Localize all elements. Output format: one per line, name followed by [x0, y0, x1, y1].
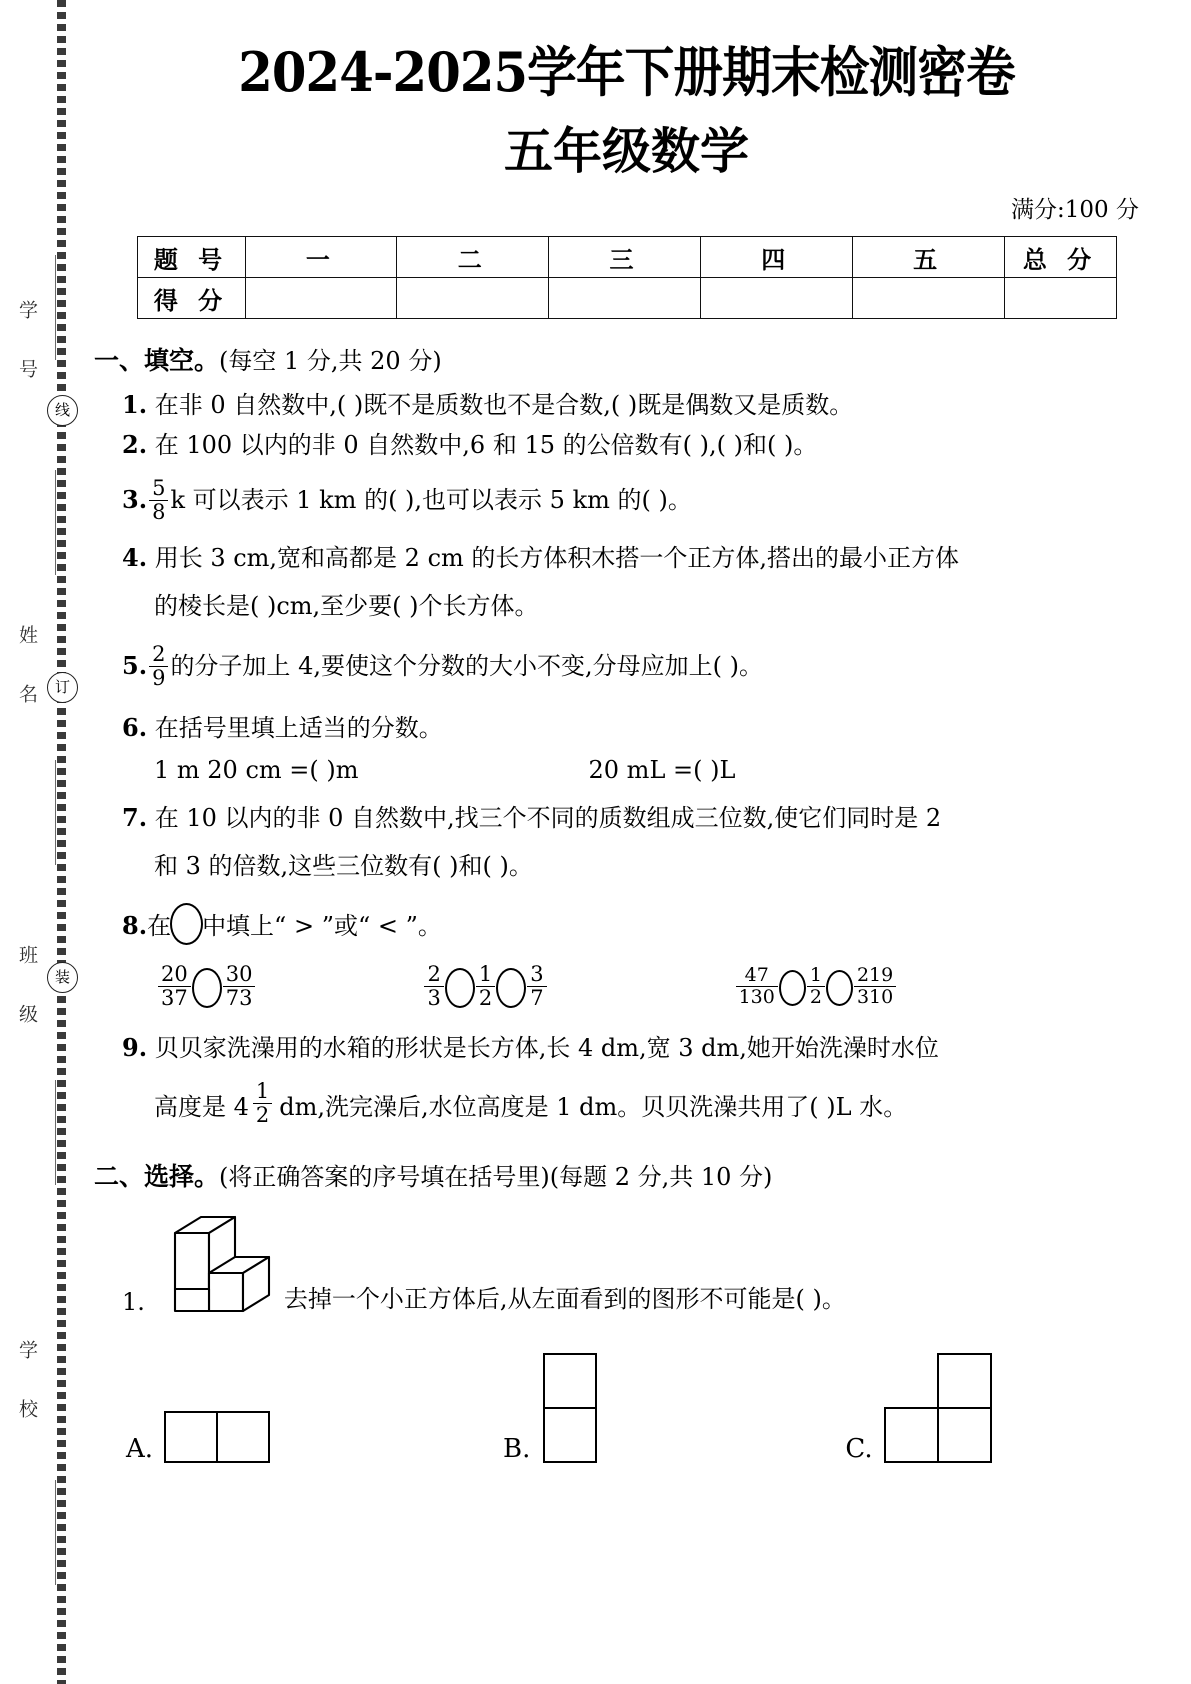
question-1-8 [122, 905, 1167, 947]
two-cells-horizontal-icon [163, 1402, 273, 1464]
fraction-30-over-73: $\frac{30}{73}$ [223, 964, 256, 1009]
section1-note: (每空 1 分,共 20 分) [219, 347, 442, 375]
fraction-1-over-2: $\frac{1}{2}$ [253, 1081, 272, 1126]
question-number: 9. [122, 1033, 148, 1062]
full-mark-label: 满分:100 分 [1011, 197, 1139, 223]
question-1-7 [122, 803, 1167, 832]
option-c-label: C. [845, 1434, 873, 1464]
unit-conversion-left: 1 m 20 cm =( )m [154, 756, 359, 784]
section2-title: 二、选择。 [94, 1162, 220, 1191]
fraction-5-over-8: $\frac{5}{8}$ [149, 478, 168, 523]
option-b[interactable] [503, 1352, 600, 1464]
question-number: 4. [122, 543, 148, 572]
comparison-group-2 [422, 962, 548, 1010]
question-2-1-options [126, 1352, 1167, 1464]
page-title: 2024-2025学年下册期末检测密卷 [238, 40, 1015, 104]
score-table [137, 236, 1117, 319]
question-text-suffix: 中填上“ > ”或“ < ”。 [202, 912, 442, 940]
score-table-col-1: 一 [245, 237, 397, 278]
seal-char-line: 线 [47, 395, 78, 426]
question-number: 3. [122, 485, 148, 514]
score-cell-5[interactable] [852, 278, 1004, 319]
comparison-circle-icon[interactable] [170, 903, 203, 945]
option-c[interactable] [845, 1352, 994, 1464]
table-row [137, 278, 1116, 319]
score-table-col-5: 五 [852, 237, 1004, 278]
margin-label-school: 学 校 [16, 1340, 38, 1427]
score-table-score-label: 得 分 [137, 278, 245, 319]
option-b-label: B. [503, 1434, 531, 1464]
option-a-label: A. [126, 1434, 154, 1464]
question-2-1 [122, 1207, 1167, 1322]
comparison-circle-icon[interactable] [496, 968, 526, 1008]
fraction-219-over-310: $\frac{219}{310}$ [854, 966, 896, 1007]
question-text-line1: 用长 3 cm,宽和高都是 2 cm 的长方体积木搭一个正方体,搭出的最小正方体 [154, 544, 960, 572]
seal-char-bind: 订 [47, 672, 78, 703]
question-text: 去掉一个小正方体后,从左面看到的图形不可能是( )。 [283, 1285, 846, 1313]
comparison-row [126, 962, 1167, 1010]
question-number: 1. [122, 1288, 145, 1316]
score-cell-2[interactable] [397, 278, 549, 319]
comparison-circle-icon[interactable] [192, 968, 222, 1008]
question-number: 6. [122, 713, 148, 742]
question-text-line1: 贝贝家洗澡用的水箱的形状是长方体,长 4 dm,宽 3 dm,她开始洗澡时水位 [154, 1034, 939, 1062]
margin-rule [55, 1480, 56, 1585]
margin-rule [55, 760, 56, 865]
question-text: k 可以表示 1 km 的( ),也可以表示 5 km 的( )。 [170, 486, 692, 514]
seal-margin-strip [0, 0, 86, 1684]
score-cell-3[interactable] [549, 278, 701, 319]
score-cell-total[interactable] [1004, 278, 1116, 319]
question-number: 2. [122, 430, 148, 459]
question-text-line1: 在 10 以内的非 0 自然数中,找三个不同的质数组成三位数,使它们同时是 2 [154, 804, 942, 832]
unit-conversion-right: 20 mL =( )L [588, 756, 736, 784]
comparison-circle-icon[interactable] [445, 968, 475, 1008]
exam-sheet [86, 0, 1191, 1684]
subject-title: 五年级数学 [503, 122, 749, 180]
option-a[interactable] [126, 1402, 273, 1464]
margin-rule [55, 470, 56, 575]
fraction-20-over-37: $\frac{20}{37}$ [158, 964, 191, 1009]
question-1-4 [122, 543, 1167, 572]
question-1-3 [122, 476, 1167, 524]
score-table-col-4: 四 [700, 237, 852, 278]
margin-label-name: 姓 名 [16, 625, 38, 712]
stacked-cubes-3d-icon [153, 1207, 278, 1322]
section-heading-fill-in [94, 341, 1167, 377]
comparison-circle-icon[interactable] [826, 970, 853, 1006]
question-1-2 [122, 430, 1167, 459]
section-heading-choice [94, 1157, 1167, 1193]
question-1-6-subline [154, 756, 1167, 784]
question-text-prefix: 高度是 4 [154, 1093, 249, 1121]
section2-note: (将正确答案的序号填在括号里)(每题 2 分,共 10 分) [219, 1163, 773, 1191]
margin-rule [55, 255, 56, 360]
comparison-group-3 [734, 964, 899, 1008]
margin-label-class: 班 级 [16, 945, 38, 1032]
margin-rule [55, 1080, 56, 1185]
question-text-suffix: dm,洗完澡后,水位高度是 1 dm。贝贝洗澡共用了( )L 水。 [279, 1093, 908, 1121]
margin-label-student-id: 学 号 [16, 300, 38, 387]
question-1-7-line2: 和 3 的倍数,这些三位数有( )和( )。 [154, 852, 533, 880]
question-number: 8. [122, 911, 148, 940]
question-1-1 [122, 390, 1167, 419]
score-cell-4[interactable] [700, 278, 852, 319]
fraction-2-over-3: $\frac{2}{3}$ [424, 964, 443, 1009]
score-cell-1[interactable] [245, 278, 397, 319]
question-text: 在括号里填上适当的分数。 [154, 714, 443, 742]
seal-dashed-line [57, 0, 66, 1684]
question-text: 在非 0 自然数中,( )既不是质数也不是合数,( )既是偶数又是质数。 [154, 391, 854, 419]
score-table-col-3: 三 [549, 237, 701, 278]
score-table-header-label: 题 号 [137, 237, 245, 278]
score-table-col-total: 总 分 [1004, 237, 1116, 278]
question-1-9 [122, 1033, 1167, 1062]
question-number: 1. [122, 390, 148, 419]
question-number: 7. [122, 803, 148, 832]
score-table-col-2: 二 [397, 237, 549, 278]
question-1-4-line2: 的棱长是( )cm,至少要( )个长方体。 [154, 592, 539, 620]
seal-char-pack: 装 [47, 962, 78, 993]
fraction-3-over-7: $\frac{3}{7}$ [527, 964, 546, 1009]
question-text-prefix: 在 [147, 912, 172, 940]
question-1-6 [122, 713, 1167, 742]
fraction-1-over-2: $\frac{1}{2}$ [476, 964, 495, 1009]
section1-title: 一、填空。 [94, 346, 220, 375]
question-1-5 [122, 642, 1167, 690]
fraction-47-over-130: $\frac{47}{130}$ [736, 966, 778, 1007]
fraction-1-over-2: $\frac{1}{2}$ [807, 966, 825, 1007]
question-number: 5. [122, 651, 148, 680]
question-text: 在 100 以内的非 0 自然数中,6 和 15 的公倍数有( ),( )和( )。 [154, 431, 818, 459]
comparison-circle-icon[interactable] [779, 970, 806, 1006]
two-cells-vertical-icon [540, 1352, 600, 1464]
question-1-9-line2 [154, 1079, 1167, 1127]
table-row [137, 237, 1116, 278]
fraction-2-over-9: $\frac{2}{9}$ [149, 644, 168, 689]
l-shape-cells-icon [883, 1352, 995, 1464]
question-text: 的分子加上 4,要使这个分数的大小不变,分母应加上( )。 [170, 652, 763, 680]
comparison-group-1 [156, 962, 257, 1010]
